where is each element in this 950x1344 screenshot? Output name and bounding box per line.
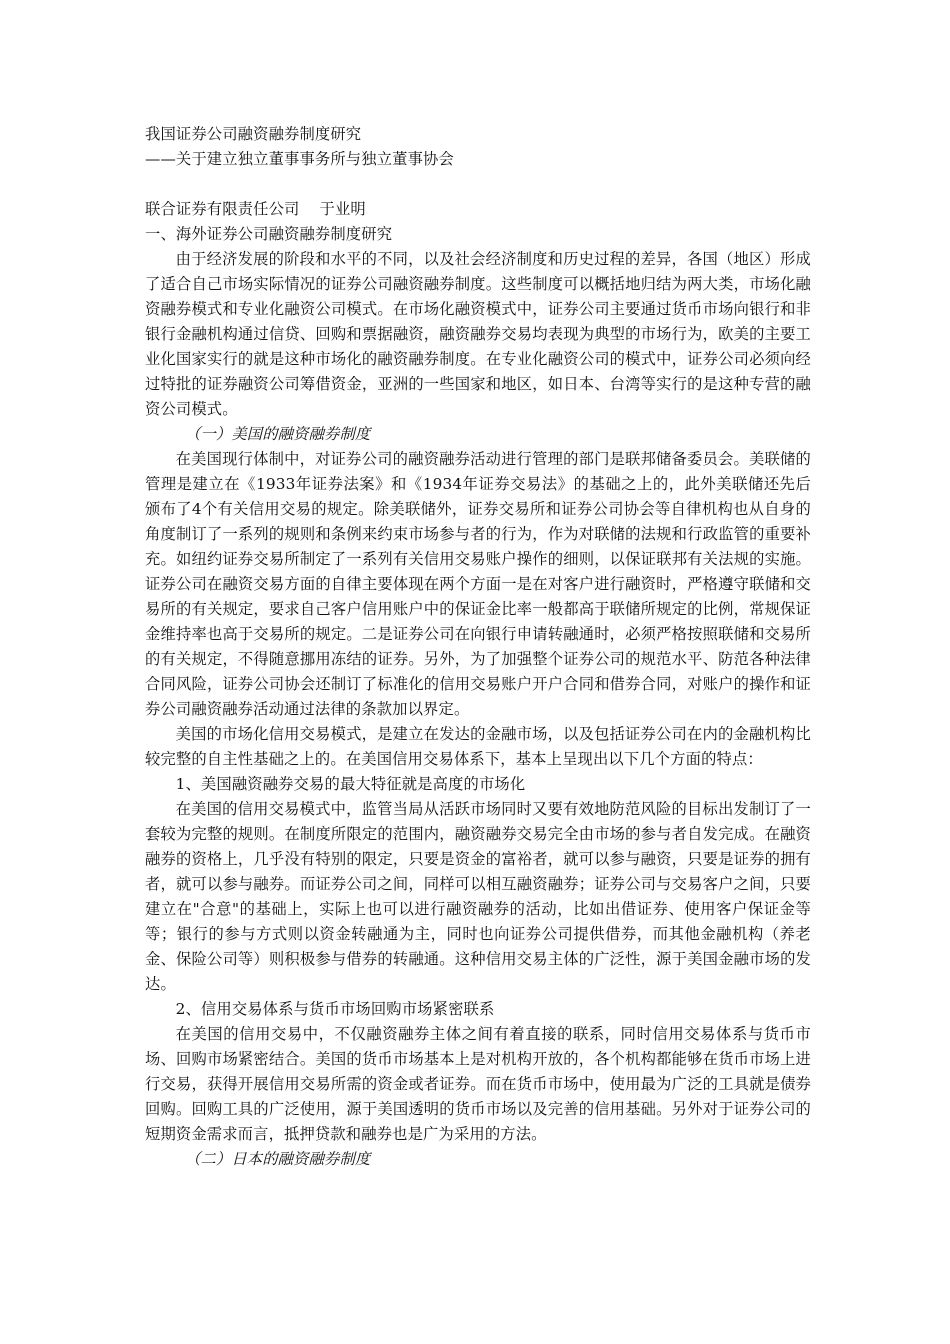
- body-paragraph: 在美国的信用交易中，不仅融资融券主体之间有着直接的联系，同时信用交易体系与货币市场、回购市场紧密结合。美国的货币市场基本上是对机构开放的，各个机构都能够在货币市场上进行交易，获得开展信用交易所需的资金或者证券。而在货币市场中，使用最为广泛的工具就是债券回购。回购工具的广泛使用，源于美国透明的货币市场以及完善的信用基础。另外对于证券公司的短期资金需求而言，抵押贷款和融券也是广为采用的方法。: [145, 1025, 811, 1143]
- body-paragraph: 美国的市场化信用交易模式，是建立在发达的金融市场，以及包括证券公司在内的金融机构比较完整的自主性基础之上的。在美国信用交易体系下，基本上呈现出以下几个方面的特点：: [145, 725, 811, 768]
- body-paragraph: 由于经济发展的阶段和水平的不同，以及社会经济制度和历史过程的差异，各国（地区）形成了适合自己市场实际情况的证券公司融资融券制度。这些制度可以概括地归结为两大类，市场化融资融券模式和专业化融资公司模式。在市场化融资模式中，证券公司主要通过货币市场向银行和非银行金融机构通过信贷、回购和票据融资，融资融券交易均表现为典型的市场行为，欧美的主要工业化国家实行的就是这种市场化的融资融券制度。在专业化融资公司的模式中，证券公司必须向经过特批的证券融资公司筹借资金，亚洲的一些国家和地区，如日本、台湾等实行的是这种专营的融资公司模式。: [145, 250, 811, 418]
- document-title: 我国证券公司融资融券制度研究: [145, 125, 362, 143]
- body-paragraph: 在美国的信用交易模式中，监管当局从活跃市场同时又要有效地防范风险的目标出发制订了一套较为完整的规则。在制度所限定的范围内，融资融券交易完全由市场的参与者自发完成。在融资融券的资格上，几乎没有特别的限定，只要是资金的富裕者，就可以参与融资，只要是证券的拥有者，就可以参与融券。而证券公司之间，同样可以相互融资融券；证券公司与交易客户之间，只要建立在"合意"的基础上，实际上也可以进行融资融券的活动，比如出借证券、使用客户保证金等等；银行的参与方式则以资金转融通为主，同时也向证券公司提供借券，而其他金融机构（养老金、保险公司等）则积极参与借券的转融通。这种信用交易主体的广泛性，源于美国金融市场的发达。: [145, 800, 811, 993]
- point-heading: 2、信用交易体系与货币市场回购市场紧密联系: [175, 1000, 495, 1018]
- subsection-heading: （一）美国的融资融券制度: [185, 425, 371, 443]
- subsection-heading: （二）日本的融资融券制度: [185, 1150, 371, 1168]
- author-line: 联合证券有限责任公司 于业明: [145, 200, 366, 218]
- blank-line: [145, 172, 811, 197]
- section-heading: 一、海外证券公司融资融券制度研究: [145, 225, 393, 243]
- body-paragraph: 在美国现行体制中，对证券公司的融资融券活动进行管理的部门是联邦储备委员会。美联储的管理是建立在《1933年证券法案》和《1934年证券交易法》的基础之上的，此外美联储还先后颁布了4个有关信用交易的规定。除美联储外，证券交易所和证券公司协会等自律机构也从自身的角度制订了一系列的规则和条例来约束市场参与者的行为，作为对联储的法规和行政监管的重要补充。如纽约证券交易所制定了一系列有关信用交易账户操作的细则，以保证联邦有关法规的实施。证券公司在融资交易方面的自律主要体现在两个方面一是在对客户进行融资时，严格遵守联储和交易所的有关规定，要求自己客户信用账户中的保证金比率一般都高于联储所规定的比例，常规保证金维持率也高于交易所的规定。二是证券公司在向银行申请转融通时，必须严格按照联储和交易所的有关规定，不得随意挪用冻结的证券。另外，为了加强整个证券公司的规范水平、防范各种法律合同风险，证券公司协会还制订了标准化的信用交易账户开户合同和借券合同，对账户的操作和证券公司融资融券活动通过法律的条款加以界定。: [145, 450, 811, 718]
- point-heading: 1、美国融资融券交易的最大特征就是高度的市场化: [175, 775, 526, 793]
- document-subtitle: ——关于建立独立董事事务所与独立董事协会: [145, 150, 454, 168]
- document-page: [145, 122, 811, 1172]
